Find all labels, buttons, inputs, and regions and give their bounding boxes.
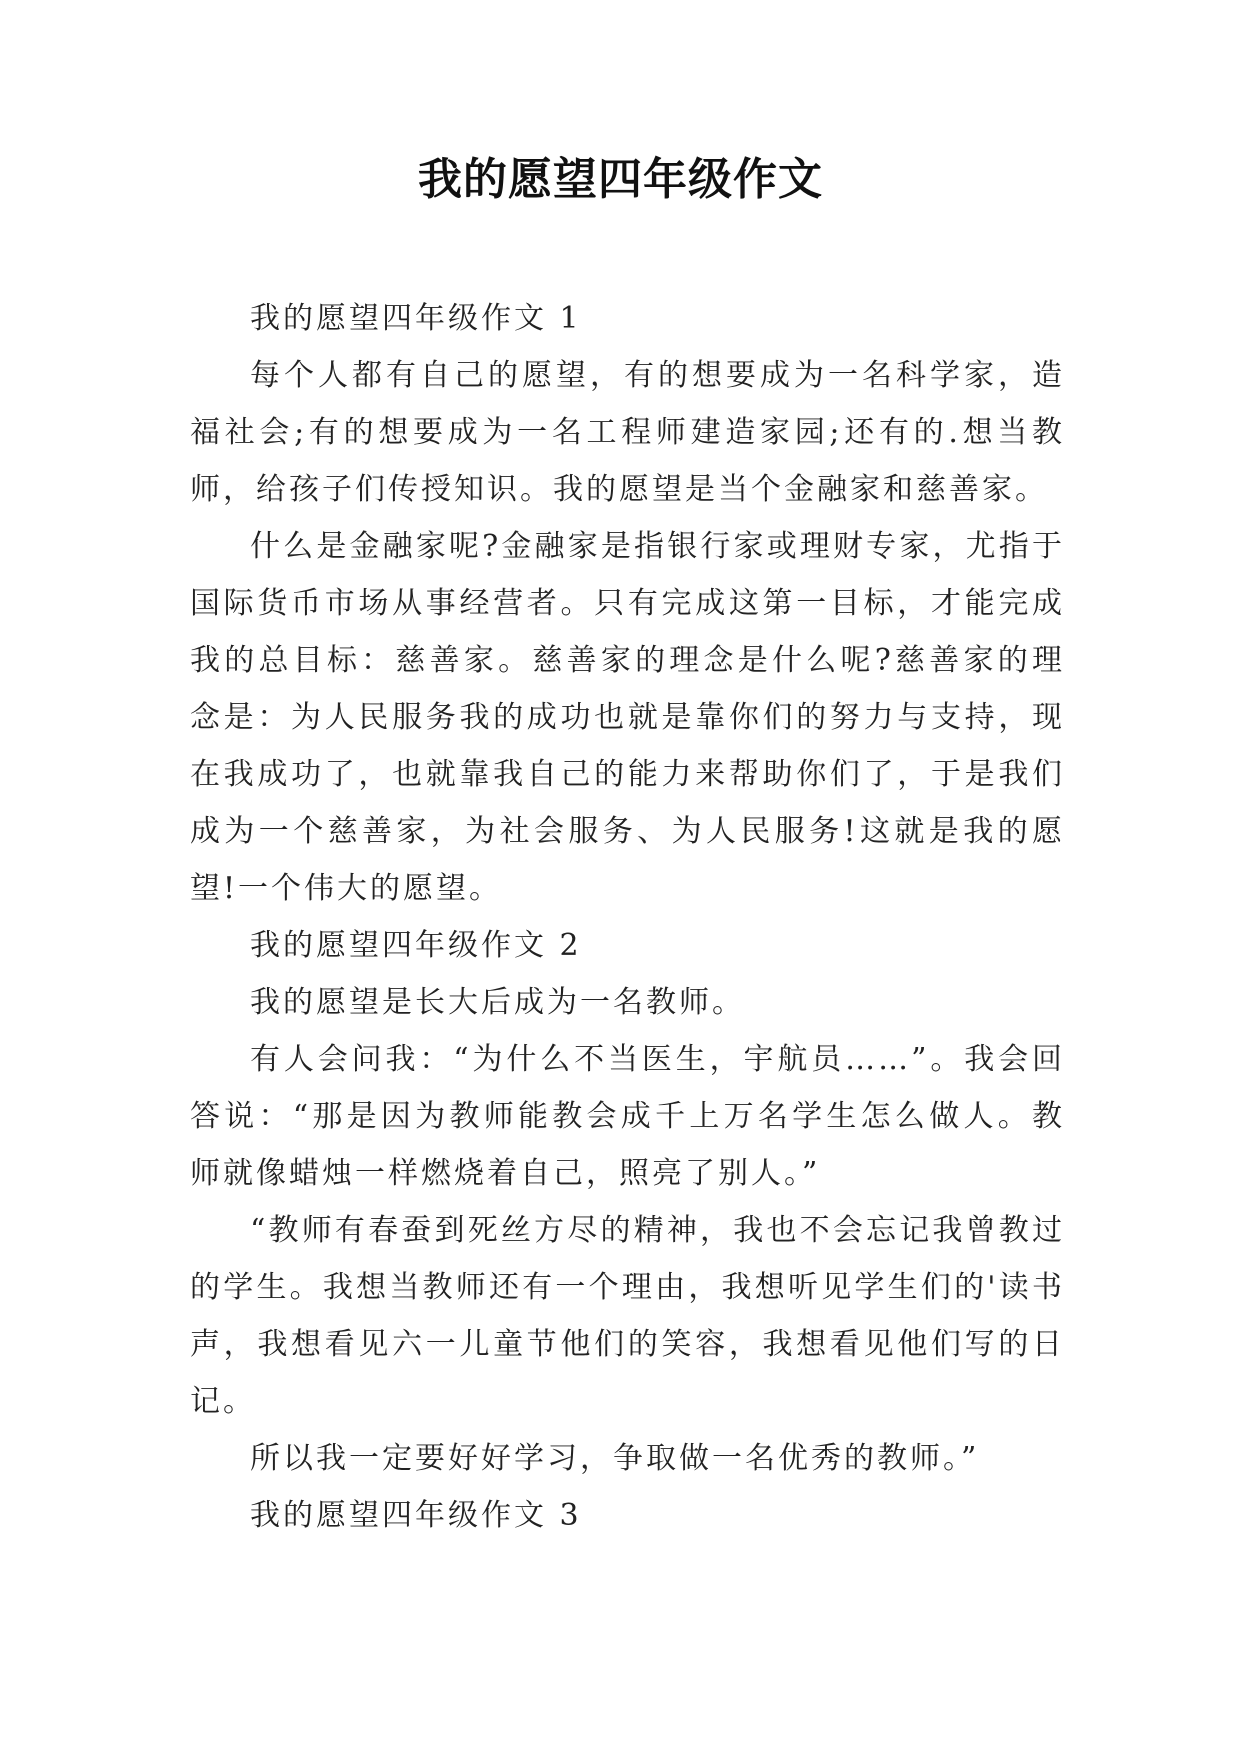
document-title: 我的愿望四年级作文	[418, 154, 823, 205]
paragraph: 我的愿望是长大后成为一名教师。	[250, 985, 745, 1020]
paragraph: 每个人都有自己的愿望，有的想要成为一名科学家，造福社会;有的想要成为一名工程师建造家园;还有的.想当教师，给孩子们传授知识。我的愿望是当个金融家和慈善家。	[190, 358, 1065, 507]
paragraph: 有人会问我：“为什么不当医生，宇航员……”。我会回答说：“那是因为教师能教会成千上万名学生怎么做人。教师就像蜡烛一样燃烧着自己，照亮了别人。”	[190, 1042, 1065, 1191]
document-body	[190, 290, 1065, 1544]
section-heading-1: 我的愿望四年级作文 1	[250, 301, 582, 336]
section-heading-3: 我的愿望四年级作文 3	[250, 1498, 582, 1533]
paragraph: 所以我一定要好好学习，争取做一名优秀的教师。”	[250, 1441, 980, 1476]
section-heading-2: 我的愿望四年级作文 2	[250, 928, 582, 963]
paragraph: 什么是金融家呢?金融家是指银行家或理财专家，尤指于国际货币市场从事经营者。只有完成这第一目标，才能完成我的总目标：慈善家。慈善家的理念是什么呢?慈善家的理念是：为人民服务我的成功也就是靠你们的努力与支持，现在我成功了，也就靠我自己的能力来帮助你们了，于是我们成为一个慈善家，为社会服务、为人民服务!这就是我的愿望!一个伟大的愿望。	[190, 529, 1065, 906]
paragraph: “教师有春蚕到死丝方尽的精神，我也不会忘记我曾教过的学生。我想当教师还有一个理由，我想听见学生们的'读书声，我想看见六一儿童节他们的笑容，我想看见他们写的日记。	[190, 1213, 1065, 1419]
